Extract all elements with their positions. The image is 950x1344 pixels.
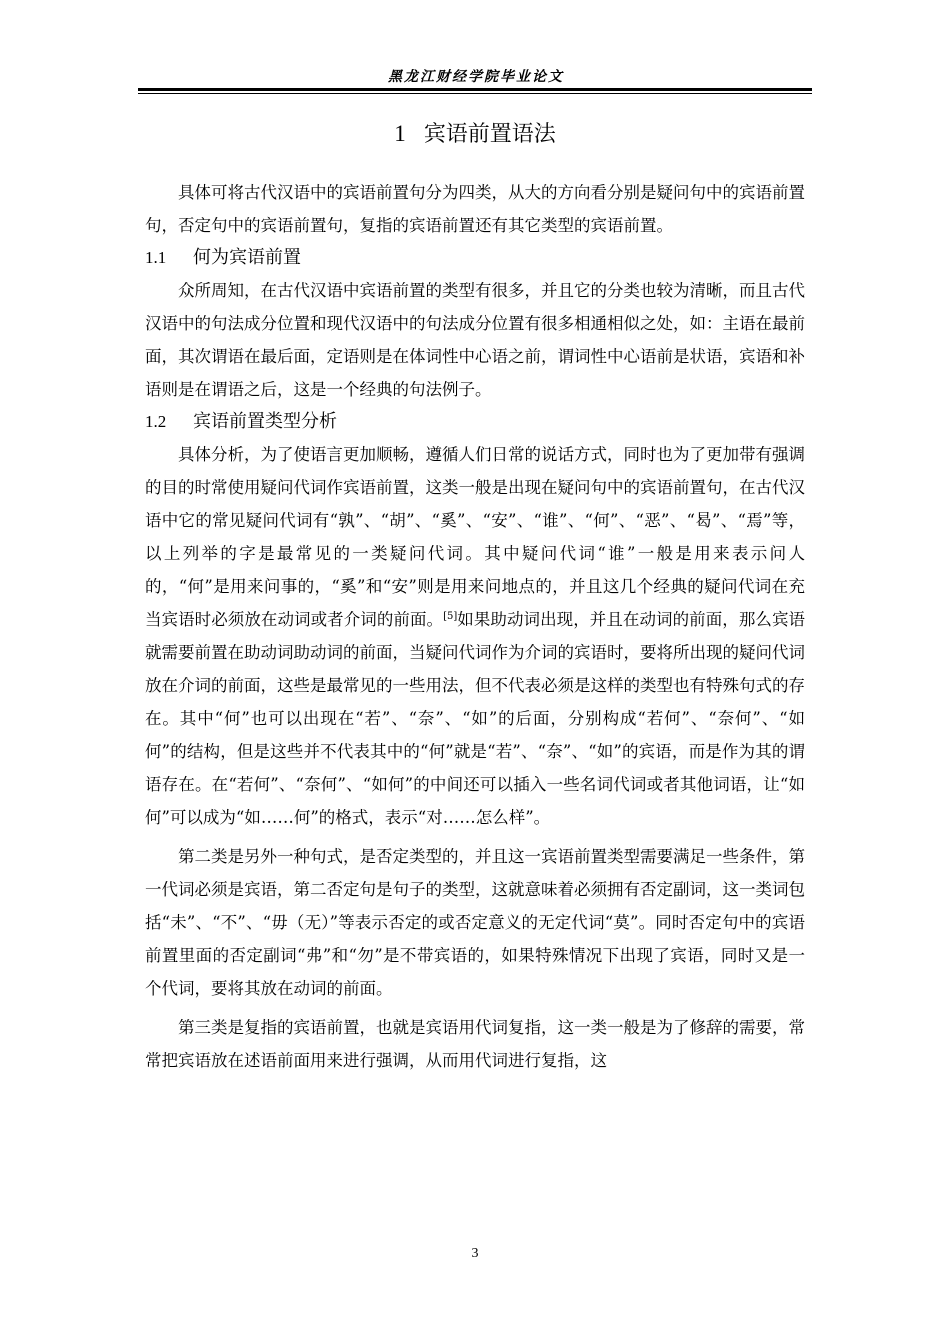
section-1-1-paragraph: 众所周知，在古代汉语中宾语前置的类型有很多，并且它的分类也较为清晰，而且古代汉语中的句法成分位置和现代汉语中的句法成分位置有很多相通相似之处，如：主语在最前面，其次谓语在最后面，定语则是在体词性中心语之前，谓词性中心语前是状语，宾语和补语则是在谓语之后，这是一个经典的句法例子。 bbox=[145, 281, 805, 399]
section-title-text: 宾语前置类型分析 bbox=[193, 411, 337, 432]
header-rule-thick bbox=[138, 88, 812, 91]
chapter-title-text: 宾语前置语法 bbox=[423, 122, 556, 147]
section-1-2-paragraph-2: 第二类是另外一种句式，是否定类型的，并且这一宾语前置类型需要满足一些条件，第一代词必须是宾语，第二否定句是句子的类型，这就意味着必须拥有否定副词，这一类词包括“未”、“不”、“毋（无）”等表示否定的或否定意义的无定代词“莫”。同时否定句中的宾语前置里面的否定副词“弗”和“勿”是不带宾语的，如果特殊情况下出现了宾语，同时又是一个代词，要将其放在动词的前面。 bbox=[145, 847, 805, 998]
intro-paragraph: 具体可将古代汉语中的宾语前置句分为四类，从大的方向看分别是疑问句中的宾语前置句，否定句中的宾语前置句，复指的宾语前置还有其它类型的宾语前置。 bbox=[145, 183, 805, 235]
section-number: 1.1 bbox=[145, 248, 167, 267]
body-content bbox=[145, 114, 805, 1077]
header-rule-thin bbox=[138, 93, 812, 94]
section-1-2-paragraph-3: 第三类是复指的宾语前置，也就是宾语用代词复指，这一类一般是为了修辞的需要，常常把宾语放在述语前面用来进行强调，从而用代词进行复指，这 bbox=[145, 1018, 805, 1070]
paragraph-text: 如果助动词出现，并且在动词的前面，那么宾语就需要前置在助动词助动词的前面，当疑问代词作为介词的宾语时，要将所出现的疑问代词放在介词的前面，这些是最常见的一些用法，但不代表必须是这样的类型也有特殊句式的存在。其中“何”也可以出现在“若”、“奈”、“如”的后面，分别构成“若何”、“奈何”、“如何”的结构，但是这些并不代表其中的“何”就是“若”、“奈”、“如”的宾语，而是作为其的谓语存在。在“若何”、“奈何”、“如何”的中间还可以插入一些名词代词或者其他词语，让“如何”可以成为“如……何”的格式，表示“对……怎么样”。 bbox=[145, 610, 806, 827]
paragraph-text: 具体分析，为了使语言更加顺畅，遵循人们日常的说话方式，同时也为了更加带有强调的目的时常使用疑问代词作宾语前置，这类一般是出现在疑问句中的宾语前置句，在古代汉语中它的常见疑问代词有“孰”、“胡”、“奚”、“安”、“谁”、“何”、“恶”、“曷”、“焉”等，以上列举的字是最常见的一类疑问代词。其中疑问代词“谁”一般是用来表示问人的，“何”是用来问事的，“奚”和“安”则是用来问地点的，并且这几个经典的疑问代词在充当宾语时必须放在动词或者介词的前面。 bbox=[145, 445, 805, 629]
section-title-text: 何为宾语前置 bbox=[193, 247, 301, 268]
chapter-title bbox=[145, 114, 805, 154]
page-number: 3 bbox=[471, 1246, 479, 1261]
running-header: 黑龙江财经学院毕业论文 bbox=[388, 69, 564, 85]
section-heading-1-2 bbox=[145, 406, 805, 438]
section-number: 1.2 bbox=[145, 412, 167, 431]
citation-reference: [5] bbox=[443, 611, 458, 622]
section-heading-1-1 bbox=[145, 242, 805, 274]
chapter-number: 1 bbox=[394, 121, 406, 146]
section-1-2-paragraph-1 bbox=[145, 438, 805, 834]
